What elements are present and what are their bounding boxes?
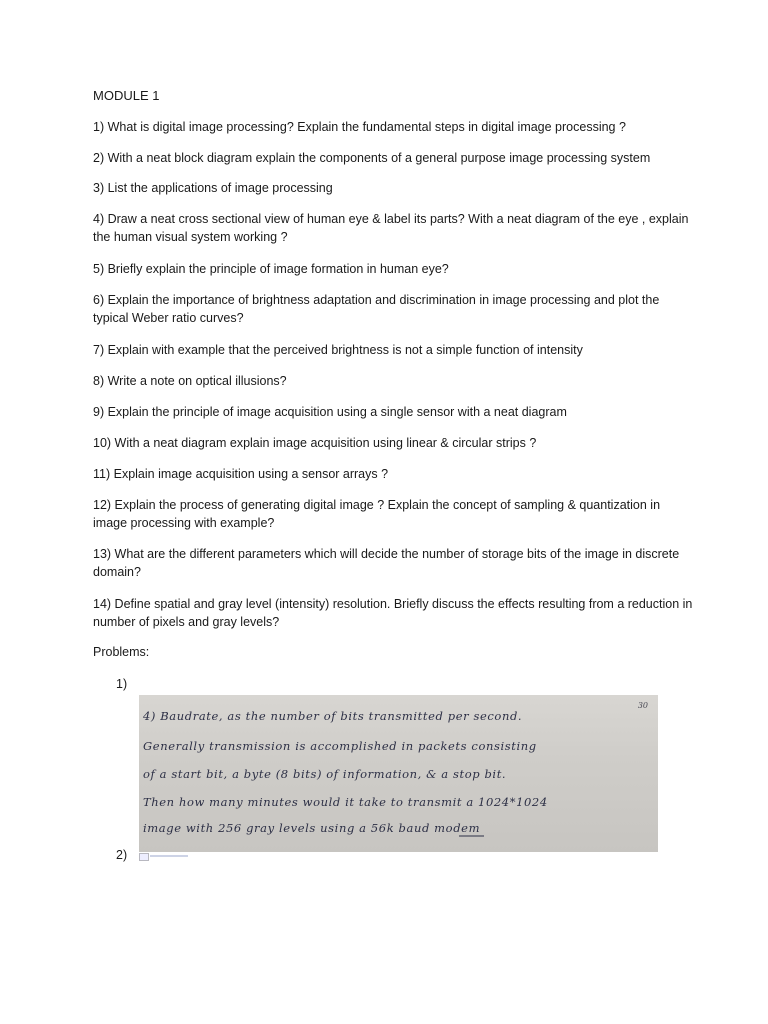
question-14: 14) Define spatial and gray level (intensity) resolution. Briefly discuss the effects resulting from a reduction in number of pixels and gray levels? bbox=[93, 597, 693, 629]
question-12: 12) Explain the process of generating digital image ? Explain the concept of sampling & quantization in image processing with example? bbox=[93, 498, 661, 530]
question-11: 11) Explain image acquisition using a sensor arrays ? bbox=[93, 467, 389, 481]
problems-heading: Problems: bbox=[93, 645, 150, 659]
question-1: 1) What is digital image processing? Explain the fundamental steps in digital image processing ? bbox=[93, 120, 626, 134]
question-13: 13) What are the different parameters which will decide the number of storage bits of the image in discrete domain? bbox=[93, 547, 680, 579]
broken-image-placeholder bbox=[139, 853, 189, 861]
module-title: MODULE 1 bbox=[93, 88, 160, 103]
question-7: 7) Explain with example that the perceived brightness is not a simple function of intensity bbox=[93, 343, 583, 357]
handwritten-problem-photo bbox=[139, 695, 658, 852]
question-10: 10) With a neat diagram explain image acquisition using linear & circular strips ? bbox=[93, 436, 537, 450]
image-icon bbox=[139, 853, 149, 861]
handwritten-line-4: Then how many minutes would it take to transmit a 1024*1024 bbox=[143, 795, 548, 809]
question-4: 4) Draw a neat cross sectional view of human eye & label its parts? With a neat diagram of the eye , explain the human visual system working ? bbox=[93, 212, 689, 244]
handwritten-line-3: of a start bit, a byte (8 bits) of information, & a stop bit. bbox=[143, 767, 507, 781]
question-9: 9) Explain the principle of image acquisition using a single sensor with a neat diagram bbox=[93, 405, 567, 419]
question-5: 5) Briefly explain the principle of image formation in human eye? bbox=[93, 262, 449, 276]
handwritten-line-1: 4) Baudrate, as the number of bits transmitted per second. bbox=[143, 709, 523, 723]
question-3: 3) List the applications of image processing bbox=[93, 181, 333, 195]
photo-corner-mark: 30 bbox=[637, 701, 648, 710]
problem-number-2: 2) bbox=[116, 848, 128, 862]
problem-number-1: 1) bbox=[116, 677, 128, 691]
handwritten-line-5: image with 256 gray levels using a 56k baud modem bbox=[143, 821, 481, 835]
question-8: 8) Write a note on optical illusions? bbox=[93, 374, 287, 388]
handwritten-line-2: Generally transmission is accomplished in packets consisting bbox=[143, 739, 537, 753]
question-2: 2) With a neat block diagram explain the components of a general purpose image processing system bbox=[93, 151, 651, 165]
question-6: 6) Explain the importance of brightness adaptation and discrimination in image processing and plot the typical Weber ratio curves? bbox=[93, 293, 660, 325]
handwriting-underline bbox=[139, 695, 658, 852]
